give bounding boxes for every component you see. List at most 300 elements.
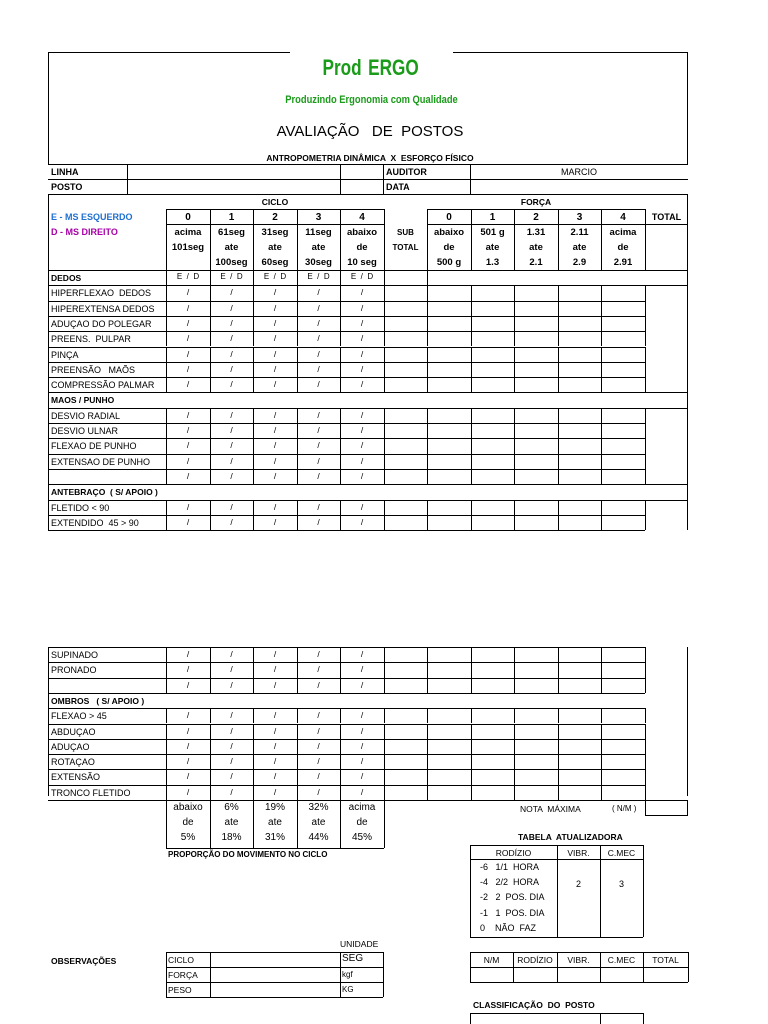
hline2-row-15 xyxy=(48,662,645,663)
ciclo-num-4: 4 xyxy=(359,212,365,223)
slash-cell-4-3: / xyxy=(317,348,320,359)
summary-bottom xyxy=(470,982,688,983)
vline-forca-hdr-0 xyxy=(427,209,428,270)
hline-row-11 xyxy=(48,469,645,470)
vline2-r-16-1 xyxy=(210,662,211,677)
slash-cell-17-4: / xyxy=(360,710,364,721)
vline-r-11-4 xyxy=(340,454,341,469)
vline2-rf-22-4 xyxy=(601,769,602,784)
rodizio-item-2: -2 2 POS. DIA xyxy=(480,892,545,903)
proportion-3-l1: 32% xyxy=(308,802,329,813)
slash-cell-4-4: / xyxy=(360,348,364,359)
vline-r-6-2 xyxy=(253,362,254,377)
slash-cell-5-1: / xyxy=(230,363,233,374)
slash-cell-6-0: / xyxy=(186,379,190,390)
vline-rf-5-2 xyxy=(514,347,515,362)
vline-r-8-3 xyxy=(297,408,298,423)
vline-r-10-3 xyxy=(297,438,298,453)
vline-total-r-11 xyxy=(645,454,646,469)
vline-rf-8-4 xyxy=(601,408,602,423)
slash-cell-1-1: / xyxy=(230,302,233,313)
class-top xyxy=(470,1013,643,1014)
slash-cell-3-1: / xyxy=(230,333,233,344)
vline-total-r-6 xyxy=(645,362,646,377)
forca-label: FORÇA xyxy=(520,197,552,207)
vline2-total-22 xyxy=(645,769,646,784)
vline-rf-11-3 xyxy=(558,454,559,469)
hline-sec-b-499.50000000000017 xyxy=(48,500,688,501)
vline2-rf-15-3 xyxy=(558,647,559,662)
brand-logo xyxy=(290,55,453,81)
ciclo-desc-1-l2: ate xyxy=(224,242,239,253)
forca-desc-3-l2: ate xyxy=(572,242,587,253)
vline-r-3-0 xyxy=(166,316,167,331)
hline2-row-19 xyxy=(48,739,645,740)
vline-rf-6-2 xyxy=(514,362,515,377)
vline2-rf-22-1 xyxy=(471,769,472,784)
vline-rf-10-0 xyxy=(427,438,428,453)
slash-cell-15-1: / xyxy=(230,664,233,675)
summary-header-2: VIBR. xyxy=(567,955,590,965)
ed-cell-1: E / D xyxy=(220,272,243,281)
data-label: DATA xyxy=(386,182,410,192)
vline-r-6-5 xyxy=(384,362,385,377)
unidade-label: UNIDADE xyxy=(340,939,379,949)
vline2-r-19-3 xyxy=(297,724,298,739)
vline2-r-23-1 xyxy=(210,785,211,800)
slash-cell-17-1: / xyxy=(230,710,233,721)
vline-r-8-0 xyxy=(166,408,167,423)
subtotal-l1: SUB xyxy=(397,228,414,237)
vline2-r-19-4 xyxy=(340,724,341,739)
vline2-r-15-3 xyxy=(297,647,298,662)
slash-cell-2-1: / xyxy=(230,317,233,328)
classificacao-label: CLASSIFICAÇÃO DO POSTO xyxy=(473,1000,595,1010)
vline-ciclo-hdr-4 xyxy=(340,209,341,270)
vline-rf-9-0 xyxy=(427,423,428,438)
obs-vline-1 xyxy=(210,952,211,997)
vline2-rf-18-3 xyxy=(558,708,559,723)
vline-r-13-3 xyxy=(297,500,298,515)
section-title-1: MAOS / PUNHO xyxy=(51,395,115,406)
ciclo-desc-2-l3: 60seg xyxy=(261,257,289,268)
vline-r-1-3 xyxy=(297,285,298,300)
vline2-rf-21-4 xyxy=(601,754,602,769)
vline-r-9-5 xyxy=(384,423,385,438)
vline-r-4-4 xyxy=(340,331,341,346)
vline-r-7-1 xyxy=(210,377,211,392)
row-label-15: PRONADO xyxy=(51,665,97,676)
vline-r-5-4 xyxy=(340,347,341,362)
vline-rf-8-3 xyxy=(558,408,559,423)
vline2-r-15-4 xyxy=(340,647,341,662)
proportion-2-l2: ate xyxy=(268,817,282,828)
slash-cell-5-4: / xyxy=(360,363,364,374)
vline2-rf-23-3 xyxy=(558,785,559,800)
obs-hline-end xyxy=(166,997,383,998)
vline2-rf-23-2 xyxy=(514,785,515,800)
summary-vline-5 xyxy=(688,952,689,982)
vline-r-1-0 xyxy=(166,285,167,300)
slash-cell-7-0: / xyxy=(186,409,190,420)
vline-forca-hdr-2 xyxy=(514,209,515,270)
vline-r-7-0 xyxy=(166,377,167,392)
nota-box-left xyxy=(645,800,646,815)
slash-cell-19-1: / xyxy=(230,740,233,751)
vline-r-8-5 xyxy=(384,408,385,423)
row-label-9: FLEXAO DE PUNHO xyxy=(51,441,137,452)
vline-rf-11-2 xyxy=(514,454,515,469)
vline-rf-3-4 xyxy=(601,316,602,331)
forca-num-0: 0 xyxy=(446,212,452,223)
vline2-rf-20-1 xyxy=(471,739,472,754)
vline-ed-0 xyxy=(166,270,167,285)
slash-cell-11-2: / xyxy=(273,470,277,481)
vline-r-10-1 xyxy=(210,438,211,453)
hline-ciclo-bottom xyxy=(166,209,384,210)
vline-rf-4-4 xyxy=(601,331,602,346)
vline-rf-4-0 xyxy=(427,331,428,346)
hline2-row-16 xyxy=(48,678,645,679)
vline-r-13-2 xyxy=(253,500,254,515)
row-label-22: TRONCO FLETIDO xyxy=(51,787,131,798)
vline-prop-5 xyxy=(384,800,385,848)
slash-cell-14-3: / xyxy=(317,649,320,659)
hline-row-9 xyxy=(48,438,645,439)
vline-r-2-3 xyxy=(297,301,298,316)
row-label-21: EXTENSÃO xyxy=(51,772,101,783)
vline2-r-15-0 xyxy=(166,647,167,662)
vline-rf-3-3 xyxy=(558,316,559,331)
ciclo-desc-3-l3: 30seg xyxy=(305,257,332,268)
vline2-r-18-5 xyxy=(384,708,385,723)
vline2-r-19-0 xyxy=(166,724,167,739)
forca-num-3: 3 xyxy=(576,212,583,223)
vline-rf-7-2 xyxy=(514,377,515,392)
vline2-r-22-5 xyxy=(384,769,385,784)
slash-cell-16-2: / xyxy=(273,679,277,690)
slash-cell-8-2: / xyxy=(273,425,277,435)
slash-cell-7-2: / xyxy=(273,409,277,420)
vline-total-r-12 xyxy=(645,469,646,484)
vline2-r-15-2 xyxy=(253,647,254,662)
vline2-rf-15-1 xyxy=(471,647,472,662)
slash-cell-8-4: / xyxy=(360,425,364,435)
hline-sec-392.4000000000001 xyxy=(48,392,688,393)
hline-prop-bottom xyxy=(166,848,384,849)
slash-cell-20-0: / xyxy=(186,756,190,767)
frame-top-left xyxy=(48,52,290,53)
vline-forca-hdr-1 xyxy=(471,209,472,270)
rodizio-item-3: -1 1 POS. DIA xyxy=(480,907,545,918)
header-hline-2 xyxy=(48,179,688,180)
vline-rf-5-1 xyxy=(471,347,472,362)
vline2-r-17-5 xyxy=(384,678,385,693)
vline2-r-23-0 xyxy=(166,785,167,800)
vline-rf-7-0 xyxy=(427,377,428,392)
hline-sec-b-407.7000000000001 xyxy=(48,408,688,409)
frame-right xyxy=(687,52,688,164)
row-label-5: PREENSÃO MAÕS xyxy=(51,364,136,375)
vline-r-12-2 xyxy=(253,469,254,484)
vline-r-12-0 xyxy=(166,469,167,484)
slash-cell-12-4: / xyxy=(360,501,364,512)
slash-cell-1-2: / xyxy=(273,302,277,313)
vline-r-3-5 xyxy=(384,316,385,331)
vline-total-r-8 xyxy=(645,408,646,423)
obs-row-unit-2: KG xyxy=(342,985,354,994)
proportion-3-l2: ate xyxy=(311,817,326,828)
vline2-r-17-1 xyxy=(210,678,211,693)
vline-r-3-3 xyxy=(297,316,298,331)
forca-desc-1-l1: 501 g xyxy=(480,227,505,238)
row-label-8: DESVIO ULNAR xyxy=(51,426,119,436)
vline-total-r-1 xyxy=(645,285,646,300)
slash-cell-12-0: / xyxy=(186,501,190,512)
slash-cell-10-4: / xyxy=(360,455,364,466)
brand-logo-prefix: Prod xyxy=(322,55,362,80)
slash-cell-11-1: / xyxy=(230,470,233,481)
hline-row-10 xyxy=(48,454,645,455)
vline-r-10-5 xyxy=(384,438,385,453)
hline-sec-b-285.3 xyxy=(48,285,688,286)
vline2-rf-20-3 xyxy=(558,739,559,754)
slash-cell-12-3: / xyxy=(317,501,320,512)
vline-forca-hdr-4 xyxy=(601,209,602,270)
hline-row-13 xyxy=(48,515,645,516)
legend-esquerdo: E - MS ESQUERDO xyxy=(51,212,133,222)
vline2-r-21-1 xyxy=(210,754,211,769)
slash-cell-12-1: / xyxy=(230,501,233,512)
forca-desc-3-l1: 2.11 xyxy=(570,227,589,238)
vline2-rf-18-4 xyxy=(601,708,602,723)
vline2-r-21-2 xyxy=(253,754,254,769)
summary-header-4: TOTAL xyxy=(652,955,679,965)
brand-tagline: Produzindo Ergonomia com Qualidade xyxy=(285,94,458,106)
slash-cell-8-1: / xyxy=(230,425,233,435)
slash-cell-14-0: / xyxy=(186,649,190,659)
vline-r-9-0 xyxy=(166,423,167,438)
slash-cell-0-1: / xyxy=(230,287,233,298)
vline-rf-2-0 xyxy=(427,301,428,316)
vline2-r-17-0 xyxy=(166,678,167,693)
section-title-ombros: OMBROS ( S/ APOIO ) xyxy=(51,695,145,706)
vline-r-4-3 xyxy=(297,331,298,346)
row-label-18: ABDUÇAO xyxy=(51,726,96,737)
header-vline-c xyxy=(383,164,384,194)
slash-cell-22-1: / xyxy=(230,786,233,797)
slash-cell-0-4: / xyxy=(360,287,364,298)
vline2-r-22-0 xyxy=(166,769,167,784)
hline-num-bottom xyxy=(166,224,384,225)
vline2-rf-20-4 xyxy=(601,739,602,754)
hline-270 xyxy=(48,270,688,271)
row-label-19: ADUÇAO xyxy=(51,741,90,752)
hline-forca-bottom xyxy=(427,209,645,210)
obs-row-label-2: PESO xyxy=(168,985,192,995)
ciclo-desc-4-l3: 10 seg xyxy=(347,257,377,268)
right-border-2 xyxy=(687,647,688,796)
vline-ciclo-hdr-5 xyxy=(384,209,385,270)
slash-cell-2-0: / xyxy=(186,317,190,328)
vline-rf-9-3 xyxy=(558,423,559,438)
slash-cell-22-3: / xyxy=(317,786,320,797)
slash-cell-5-0: / xyxy=(186,363,190,374)
vline-r-13-0 xyxy=(166,500,167,515)
hline-row-8 xyxy=(48,423,645,424)
forca-num-4: 4 xyxy=(620,212,626,223)
vline-r-12-1 xyxy=(210,469,211,484)
vline-r-14-1 xyxy=(210,515,211,530)
slash-cell-9-1: / xyxy=(230,440,233,451)
vline2-r-18-3 xyxy=(297,708,298,723)
slash-cell-1-3: / xyxy=(317,302,320,313)
ciclo-num-2: 2 xyxy=(272,212,278,223)
proportion-0-l2: de xyxy=(182,817,194,828)
tabela-vline-0 xyxy=(470,845,471,937)
vline-r-14-5 xyxy=(384,515,385,530)
summary-header-0: N/M xyxy=(483,955,500,965)
vline-prop-3 xyxy=(297,800,298,848)
slash-cell-9-3: / xyxy=(317,440,320,451)
slash-cell-0-2: / xyxy=(273,287,277,298)
vline2-r-15-5 xyxy=(384,647,385,662)
vline-rf-13-4 xyxy=(601,500,602,515)
slash-cell-19-0: / xyxy=(186,740,190,751)
page-title: AVALIAÇÃO DE POSTOS xyxy=(276,123,464,140)
hline-sec-484.20000000000016 xyxy=(48,484,688,485)
ciclo-label: CICLO xyxy=(261,197,289,207)
vline-rf-14-0 xyxy=(427,515,428,530)
vline2-total-15 xyxy=(645,647,646,662)
vline-ciclo-hdr-1 xyxy=(210,209,211,270)
slash-cell-16-0: / xyxy=(186,679,190,690)
nota-maxima-unit: ( N/M ) xyxy=(612,804,637,813)
row-label-17: FLEXAO > 45 xyxy=(51,711,107,722)
hline-top-2 xyxy=(48,647,645,648)
forca-desc-4-l2: de xyxy=(617,242,629,253)
vline2-r-19-5 xyxy=(384,724,385,739)
slash-cell-13-1: / xyxy=(230,516,233,527)
slash-cell-4-0: / xyxy=(186,348,190,359)
slash-cell-20-1: / xyxy=(230,756,233,767)
left-border-2 xyxy=(48,647,49,796)
vline-rf-13-3 xyxy=(558,500,559,515)
vline2-rf-21-2 xyxy=(514,754,515,769)
tabela-header-2: C.MEC xyxy=(607,848,636,858)
slash-cell-13-2: / xyxy=(273,516,277,527)
row-label-14: SUPINADO xyxy=(51,650,99,660)
right-border-1 xyxy=(687,194,688,530)
vline-rf-7-3 xyxy=(558,377,559,392)
vline2-r-23-3 xyxy=(297,785,298,800)
forca-num-2: 2 xyxy=(533,212,539,223)
ciclo-desc-2-l2: ate xyxy=(268,242,282,253)
vline-r-6-3 xyxy=(297,362,298,377)
ciclo-desc-1-l1: 61seg xyxy=(218,227,245,238)
vline2-rf-22-3 xyxy=(558,769,559,784)
vline-prop-4 xyxy=(340,800,341,848)
tabela-vibr-value: 2 xyxy=(575,879,581,889)
ciclo-desc-3-l1: 11seg xyxy=(305,227,332,238)
slash-cell-21-1: / xyxy=(230,771,233,782)
obs-row-label-0: CICLO xyxy=(168,955,194,965)
ciclo-desc-1-l3: 100seg xyxy=(215,257,248,268)
subtotal-l2: TOTAL xyxy=(392,243,419,252)
vline2-r-21-0 xyxy=(166,754,167,769)
vline-r-2-5 xyxy=(384,301,385,316)
vline-ciclo-hdr-0 xyxy=(166,209,167,270)
vline2-rf-21-3 xyxy=(558,754,559,769)
auditor-label: AUDITOR xyxy=(386,167,427,177)
vline2-rf-20-2 xyxy=(514,739,515,754)
vline-rf-4-3 xyxy=(558,331,559,346)
vline2-rf-23-4 xyxy=(601,785,602,800)
tabela-title: TABELA ATUALIZADORA xyxy=(518,832,623,842)
vline-rf-3-1 xyxy=(471,316,472,331)
vline2-r-18-2 xyxy=(253,708,254,723)
slash-cell-18-0: / xyxy=(186,725,190,736)
forca-desc-2-l2: ate xyxy=(529,242,543,253)
vline2-r-22-4 xyxy=(340,769,341,784)
vline-rf-12-3 xyxy=(558,469,559,484)
vline2-rf-17-4 xyxy=(601,678,602,693)
proportion-0-l1: abaixo xyxy=(173,802,203,813)
vline-rf-1-0 xyxy=(427,285,428,300)
proportion-label: PROPORÇÃO DO MOVIMENTO NO CICLO xyxy=(168,850,328,859)
vline-total-r-13 xyxy=(645,500,646,515)
section-title-2: ANTEBRAÇO ( S/ APOIO ) xyxy=(51,487,158,498)
slash-cell-12-2: / xyxy=(273,501,277,512)
slash-cell-20-3: / xyxy=(317,756,320,767)
slash-cell-15-4: / xyxy=(360,664,364,675)
ciclo-num-1: 1 xyxy=(228,212,235,223)
vline-r-2-0 xyxy=(166,301,167,316)
vline2-r-21-5 xyxy=(384,754,385,769)
vline-r-9-4 xyxy=(340,423,341,438)
vline2-rf-18-0 xyxy=(427,708,428,723)
vline2-rf-17-0 xyxy=(427,678,428,693)
vline-r-1-2 xyxy=(253,285,254,300)
vline-rf-5-3 xyxy=(558,347,559,362)
vline-rf-12-2 xyxy=(514,469,515,484)
vline2-total-18 xyxy=(645,708,646,723)
vline-r-5-1 xyxy=(210,347,211,362)
vline-prop-1 xyxy=(210,800,211,848)
slash-cell-14-4: / xyxy=(360,649,364,659)
vline-forca-hdr-5 xyxy=(645,209,646,270)
vline2-r-23-4 xyxy=(340,785,341,800)
vline-rf-6-0 xyxy=(427,362,428,377)
header-hline-1 xyxy=(48,164,688,165)
forca-desc-1-l3: 1.3 xyxy=(485,257,500,268)
vline-total-r-10 xyxy=(645,438,646,453)
vline-r-8-1 xyxy=(210,408,211,423)
hline-row-6 xyxy=(48,377,645,378)
slash-cell-3-3: / xyxy=(317,333,320,344)
row-label-20: ROTAÇAO xyxy=(51,757,95,768)
proportion-2-l3: 31% xyxy=(264,832,285,843)
section-title-0: DEDOS xyxy=(51,273,82,283)
vline-total-r-9 xyxy=(645,423,646,438)
forca-desc-0-l2: de xyxy=(443,242,455,253)
vline-rf-5-0 xyxy=(427,347,428,362)
forca-desc-3-l3: 2.9 xyxy=(572,257,587,268)
tabela-vline-3 xyxy=(643,845,644,937)
vline-rf-13-1 xyxy=(471,500,472,515)
vline-rf-14-4 xyxy=(601,515,602,530)
ciclo-desc-2-l1: 31seg xyxy=(261,227,289,238)
